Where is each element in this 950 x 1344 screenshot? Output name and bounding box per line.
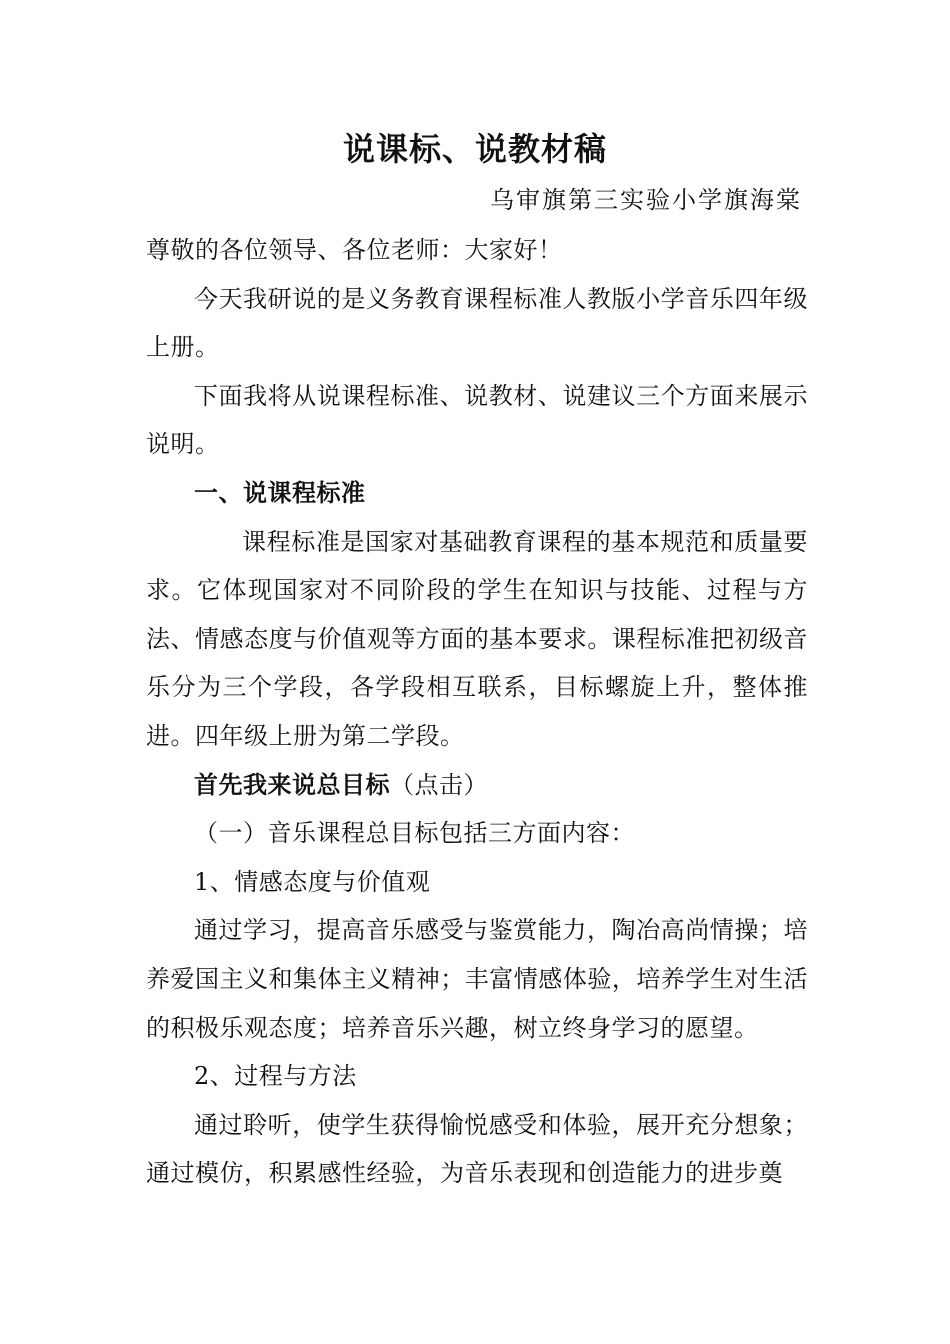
section-1-paragraph: 课程标准是国家对基础教育课程的基本规范和质量要求。它体现国家对不同阶段的学生在知识与技能、过程与方法、情感态度与价值观等方面的基本要求。课程标准把初级音乐分为三个学段，各学段相互联系，目标螺旋上升，整体推进。四年级上册为第二学段。 bbox=[146, 527, 808, 750]
intro-paragraph-2: 下面我将从说课程标准、说教材、说建议三个方面来展示说明。 bbox=[146, 381, 808, 459]
goal-heading-note: （点击） bbox=[390, 770, 488, 799]
intro-paragraph-1: 今天我研说的是义务教育课程标准人教版小学音乐四年级上册。 bbox=[146, 284, 808, 362]
item-2-title: 2、过程与方法 bbox=[194, 1062, 357, 1091]
document-title: 说课标、说教材稿 bbox=[342, 130, 607, 168]
document-author: 乌审旗第三实验小学旗海棠 bbox=[490, 186, 802, 214]
goal-heading-bold: 首先我来说总目标 bbox=[194, 769, 390, 799]
greeting-paragraph: 尊敬的各位领导、各位老师：大家好！ bbox=[146, 236, 563, 264]
goal-subheading: （一）音乐课程总目标包括三方面内容： bbox=[194, 819, 635, 848]
goal-heading bbox=[146, 761, 808, 810]
item-2-paragraph: 通过聆听，使学生获得愉悦感受和体验，展开充分想象；通过模仿，积累感性经验，为音乐表现和创造能力的进步奠 bbox=[146, 1110, 808, 1188]
item-1-title: 1、情感态度与价值观 bbox=[194, 867, 431, 896]
section-1-heading: 一、说课程标准 bbox=[194, 477, 366, 507]
document-body bbox=[146, 226, 808, 1198]
item-1-paragraph: 通过学习，提高音乐感受与鉴赏能力，陶冶高尚情操；培养爱国主义和集体主义精神；丰富情感体验，培养学生对生活的积极乐观态度；培养音乐兴趣，树立终身学习的愿望。 bbox=[146, 916, 808, 1042]
